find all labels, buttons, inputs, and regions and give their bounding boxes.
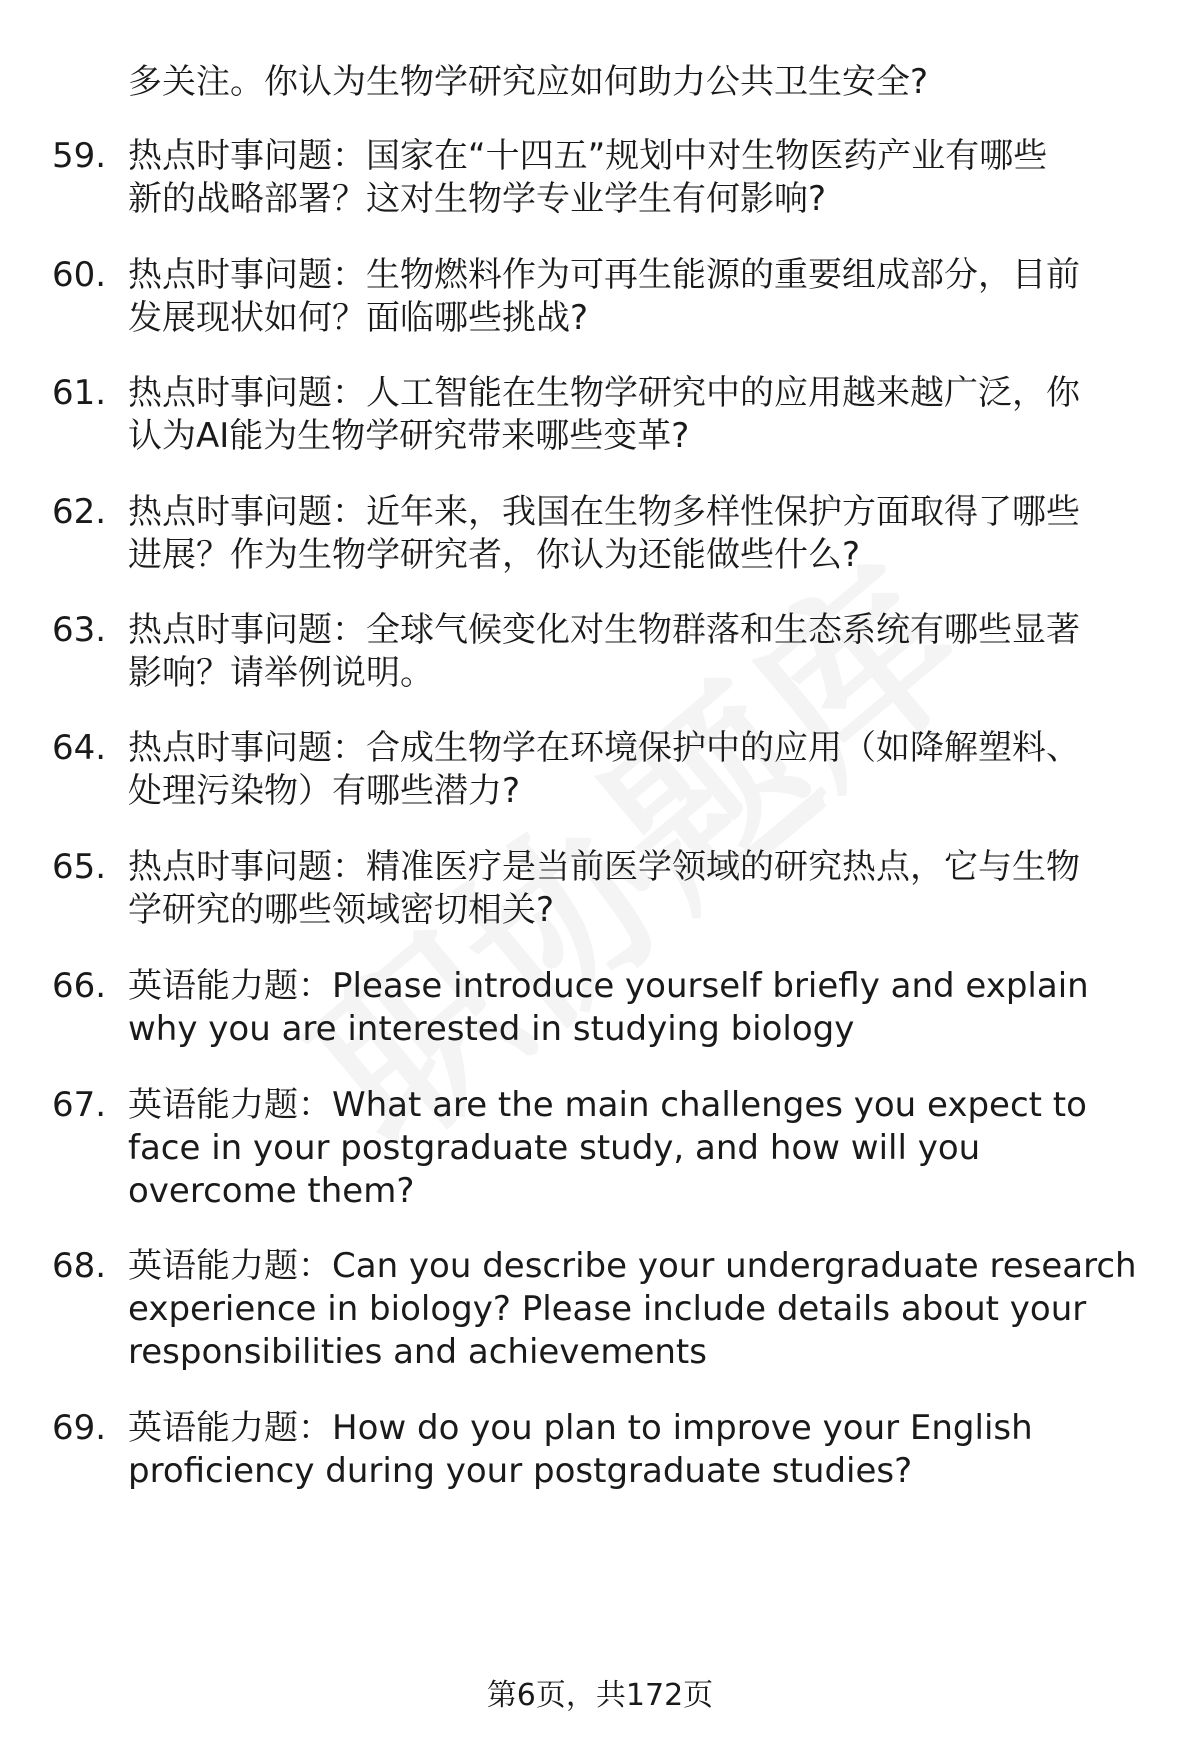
intro-line: 多关注。你认为生物学研究应如何助力公共卫生安全? [128, 62, 929, 102]
question-text-line: why you are interested in studying biology [128, 1009, 855, 1049]
question-text-line: 热点时事问题：人工智能在生物学研究中的应用越来越广泛，你 [128, 373, 1080, 413]
question-text-line: 发展现状如何？面临哪些挑战? [128, 298, 589, 338]
question-number: 62. [52, 492, 107, 532]
question-text-line: 新的战略部署？这对生物学专业学生有何影响? [128, 179, 827, 219]
question-text-line: 热点时事问题：全球气候变化对生物群落和生态系统有哪些显著 [128, 610, 1080, 650]
question-text-line: 影响？请举例说明。 [128, 653, 434, 693]
question-number: 60. [52, 255, 107, 295]
question-text-line: 学研究的哪些领域密切相关? [128, 890, 555, 930]
question-number: 65. [52, 847, 107, 887]
question-text-line: 进展？作为生物学研究者，你认为还能做些什么? [128, 535, 861, 575]
question-number: 68. [52, 1246, 107, 1286]
page-footer: 第6页，共172页 [486, 1678, 714, 1713]
question-number: 59. [52, 136, 107, 176]
question-number: 69. [52, 1408, 107, 1448]
question-text-line: 英语能力题：Can you describe your undergraduate research [128, 1246, 1137, 1286]
question-text-line: 热点时事问题：近年来，我国在生物多样性保护方面取得了哪些 [128, 492, 1080, 532]
question-text-line: 英语能力题：How do you plan to improve your English [128, 1408, 1033, 1448]
question-number: 63. [52, 610, 107, 650]
question-text-line: 热点时事问题：生物燃料作为可再生能源的重要组成部分，目前 [128, 255, 1080, 295]
question-text-line: experience in biology? Please include details about your [128, 1289, 1087, 1329]
question-text-line: responsibilities and achievements [128, 1332, 707, 1372]
question-text-line: 热点时事问题：国家在“十四五”规划中对生物医药产业有哪些 [128, 136, 1048, 176]
question-text-line: 英语能力题：What are the main challenges you expect to [128, 1085, 1087, 1125]
question-text-line: overcome them? [128, 1171, 415, 1211]
question-text-line: 认为AI能为生物学研究带来哪些变革? [128, 416, 690, 456]
question-text-line: 热点时事问题：精准医疗是当前医学领域的研究热点，它与生物 [128, 847, 1080, 887]
question-text-line: proficiency during your postgraduate studies? [128, 1451, 913, 1491]
question-text-line: 处理污染物）有哪些潜力? [128, 771, 521, 811]
question-text-line: 热点时事问题：合成生物学在环境保护中的应用（如降解塑料、 [128, 728, 1080, 768]
question-number: 66. [52, 966, 107, 1006]
question-number: 67. [52, 1085, 107, 1125]
question-number: 61. [52, 373, 107, 413]
question-text-line: face in your postgraduate study, and how will you [128, 1128, 981, 1168]
question-number: 64. [52, 728, 107, 768]
question-text-line: 英语能力题：Please introduce yourself briefly and explain [128, 966, 1089, 1006]
